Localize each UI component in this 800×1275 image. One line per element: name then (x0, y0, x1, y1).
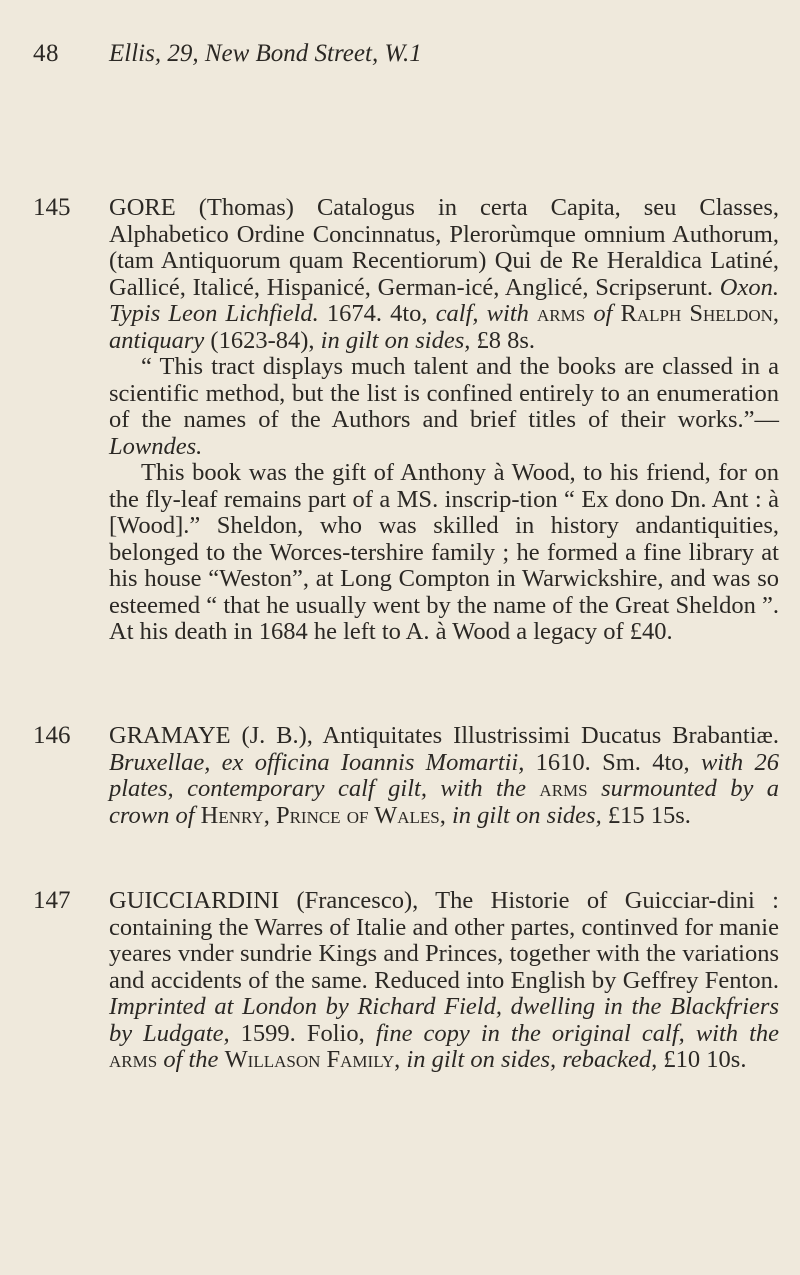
quote-source: Lowndes. (109, 432, 203, 460)
entry-forename: (J. B.), (230, 722, 323, 749)
entry-number: 146 (33, 722, 71, 749)
entry-description (109, 888, 779, 1074)
entry-number: 147 (33, 887, 71, 914)
entry-arms-name: Willason Family, (224, 1046, 401, 1073)
entry-binding: calf, with (435, 300, 529, 327)
entry-price: £10 10s. (657, 1046, 747, 1073)
entry-arms-of: of the (163, 1046, 219, 1073)
entry-quotation (109, 354, 779, 460)
entry-imprint: Bruxellae, ex officina Ioannis Momartii, (109, 748, 525, 776)
running-head: Ellis, 29, New Bond Street, W.1 (109, 40, 422, 67)
entry-title: The Historie of Guicciar-dini : containing the Warres of Italie and other partes, continved for manie yeares vnder sundrie Kings and Princes, together with the variations and accidents of the same. Reduced into English by Geffrey Fenton. (109, 887, 779, 994)
entry-binding-tail: in gilt on sides, rebacked, (406, 1046, 658, 1073)
entry-author: GORE (109, 194, 176, 221)
entry-arms-role: antiquary (109, 326, 205, 354)
entry-description (109, 723, 779, 829)
entry-binding: fine copy in the original calf, with the (375, 1019, 779, 1047)
entry-date-format: 1610. Sm. 4to, (524, 748, 701, 776)
entry-arms-label: arms (109, 1046, 158, 1073)
entry-binding-tail: in gilt on sides, (451, 801, 602, 829)
entry-note: This book was the gift of Anthony à Wood, to his friend, for on the fly-leaf remains part of a MS. inscrip-tion “ Ex dono Dn. Ant : à [Wood].” Sheldon, who was skilled in history andantiquities, belonged to the Worces-tershire family ; he formed a fine library at his house “Weston”, at Long Compton in Warwickshire, and was so esteemed “ that he usually went by the name of the Great Sheldon ”. At his death in 1684 he left to A. à Wood a legacy of £40. (109, 459, 779, 645)
entry-number: 145 (33, 194, 71, 221)
entry-author: GUICCIARDINI (109, 887, 280, 914)
entry-binding-tail: in gilt on sides, (320, 326, 471, 354)
entry-date-format: 1674. 4to, (318, 300, 436, 327)
entry-description (109, 195, 779, 646)
page-header (0, 40, 800, 80)
entry-arms-name: Ralph Sheldon, (620, 300, 779, 327)
entry-author: GRAMAYE (109, 722, 231, 749)
entry-price: £8 8s. (470, 326, 536, 354)
entry-dates: (1623-84), (204, 326, 321, 354)
entry-title: Catalogus in certa Capita, seu Classes, Alphabetico Ordine Concinnatus, Plerorùmque omnium Authorum, (tam Antiquorum quam Recentiorum) Qui de Re Heraldica Latiné, Gallicé, Italicé, Hispanicé, German-icé, Anglicé, Scripserunt. (109, 194, 779, 301)
entry-forename: (Francesco), (279, 887, 436, 914)
entry-imprint: Imprinted at London by Richard Field, dwelling in the Blackfriers by Ludgate, (109, 993, 779, 1047)
entry-arms-label: arms (539, 775, 588, 802)
entry-arms-label: arms (537, 300, 586, 327)
entry-imprint: Oxon. Typis Leon Lichfield. (109, 273, 779, 327)
entry-date-format: 1599. Folio, (229, 1019, 376, 1047)
entry-title: Antiquitates Illustrissimi Ducatus Brabantiæ. (322, 722, 779, 749)
entry-citation (109, 195, 779, 354)
entry-price: £15 15s. (601, 801, 691, 829)
entry-arms-mid: surmounted by a crown of (109, 775, 780, 829)
entry-arms-of: of (593, 300, 613, 327)
entry-forename: (Thomas) (175, 194, 317, 221)
page-number: 48 (33, 40, 59, 67)
entry-citation (109, 888, 779, 1074)
quote-text: “ This tract displays much talent and the books are classed in a scientific method, but the list is confined entirely to an enumeration of the names of the Authors and brief titles of their works.”— (109, 353, 779, 433)
entry-citation (109, 723, 779, 829)
entry-binding: with 26 plates, contemporary calf gilt, with the (109, 748, 779, 802)
entry-arms-name: Henry, Prince of Wales, (200, 801, 446, 829)
